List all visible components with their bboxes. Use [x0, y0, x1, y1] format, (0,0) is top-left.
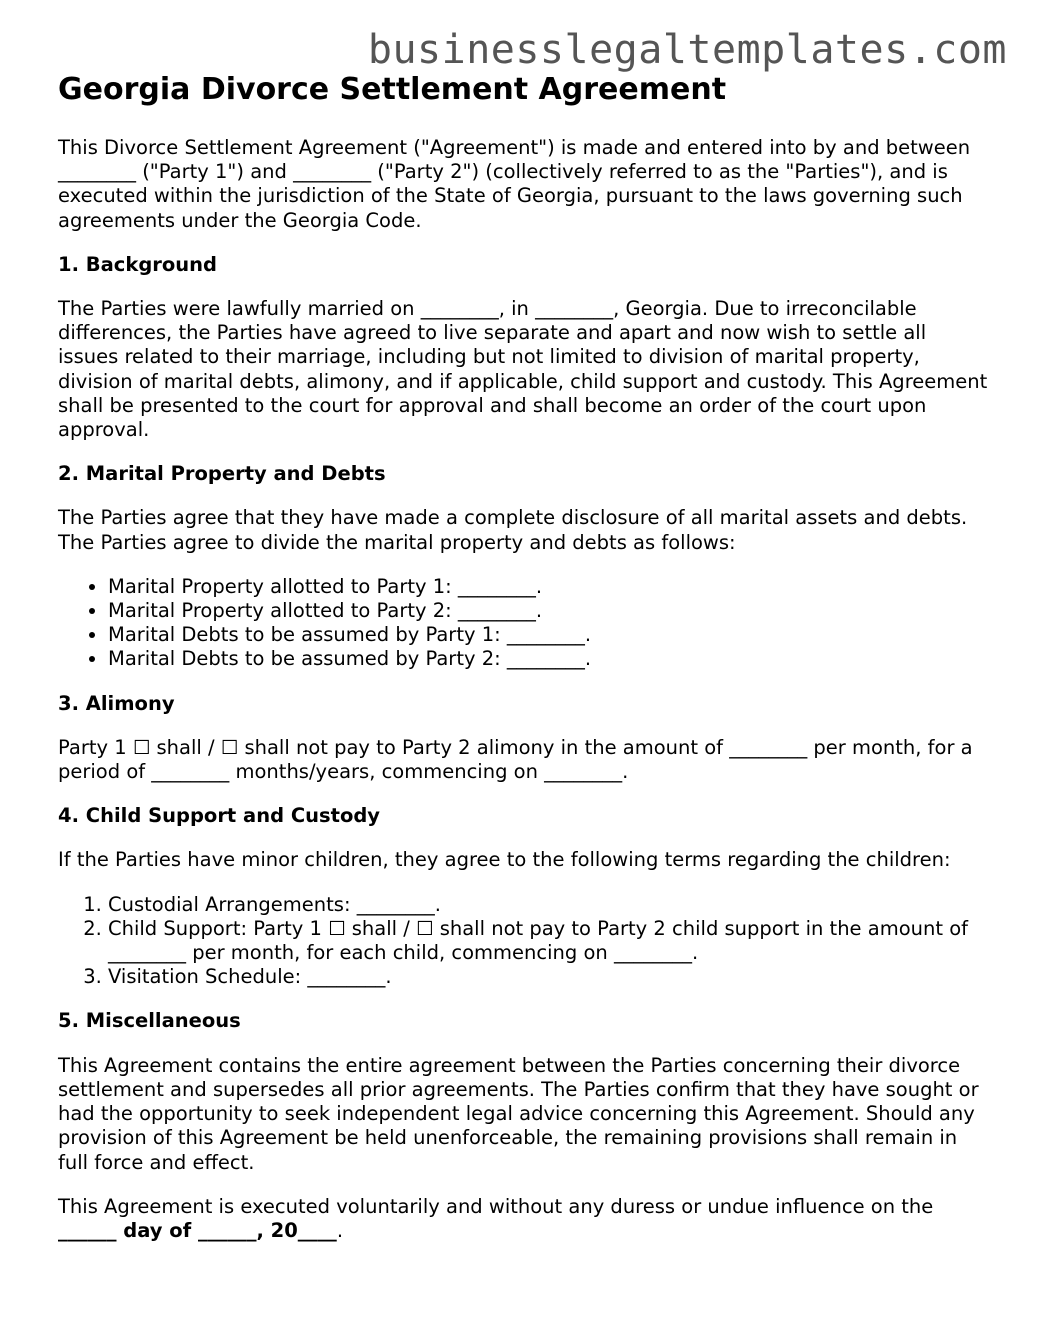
section-heading-alimony: 3. Alimony	[58, 691, 175, 715]
closing-period: .	[336, 1218, 344, 1242]
section-heading-background: 1. Background	[58, 252, 218, 276]
document-body	[58, 70, 988, 1243]
section-body-background: The Parties were lawfully married on ________, in ________, Georgia. Due to irreconcilable differences, the Parties have agreed to live separate and apart and now wish to settle all issues related to their marriage, including but not limited to division of marital property, division of marital debts, alimony, and if applicable, child support and custody. This Agreement shall be presented to the court for approval and shall become an order of the court upon approval.	[58, 297, 988, 442]
section-heading-property: 2. Marital Property and Debts	[58, 462, 386, 486]
document-title: Georgia Divorce Settlement Agreement	[58, 72, 727, 107]
list-item: 2. Child Support: Party 1 ☐ shall / ☐ shall not pay to Party 2 child support in the amount of ________ per month, for each child, commencing on ________.	[108, 917, 988, 965]
intro-paragraph: This Divorce Settlement Agreement ("Agreement") is made and entered into by and between ________ ("Party 1") and ________ ("Party 2") (collectively referred to as the "Parties"), and is executed within the jurisdiction of the State of Georgia, pursuant to the laws governing such agreements under the Georgia Code.	[58, 136, 971, 232]
property-list	[58, 575, 988, 672]
children-list	[58, 893, 988, 990]
section-body-children: If the Parties have minor children, they agree to the following terms regarding the children:	[58, 848, 951, 872]
closing-paragraph	[58, 1195, 988, 1243]
list-item: 1. Custodial Arrangements: ________.	[108, 893, 988, 917]
section-heading-children: 4. Child Support and Custody	[58, 804, 381, 828]
list-item: 3. Visitation Schedule: ________.	[108, 965, 988, 989]
list-item: • Marital Debts to be assumed by Party 1: ________.	[108, 623, 988, 647]
execution-date-line: ______ day of ______, 20____	[58, 1218, 337, 1242]
section-body-alimony: Party 1 ☐ shall / ☐ shall not pay to Party 2 alimony in the amount of ________ per month, for a period of ________ months/years, commencing on ________.	[58, 735, 973, 784]
list-item: • Marital Property allotted to Party 2: ________.	[108, 599, 988, 623]
closing-text: This Agreement is executed voluntarily and without any duress or undue influence on the	[58, 1194, 934, 1218]
section-body-misc: This Agreement contains the entire agreement between the Parties concerning their divorce settlement and supersedes all prior agreements. The Parties confirm that they have sought or had the opportunity to seek independent legal advice concerning this Agreement. Should any provision of this Agreement be held unenforceable, the remaining provisions shall remain in full force and effect.	[58, 1053, 979, 1174]
section-heading-misc: 5. Miscellaneous	[58, 1009, 241, 1033]
watermark: businesslegaltemplates.com	[367, 27, 1007, 73]
list-item: • Marital Property allotted to Party 1: ________.	[108, 575, 988, 599]
section-body-property: The Parties agree that they have made a complete disclosure of all marital assets and debts. The Parties agree to divide the marital property and debts as follows:	[58, 506, 968, 554]
list-item: • Marital Debts to be assumed by Party 2: ________.	[108, 647, 988, 671]
